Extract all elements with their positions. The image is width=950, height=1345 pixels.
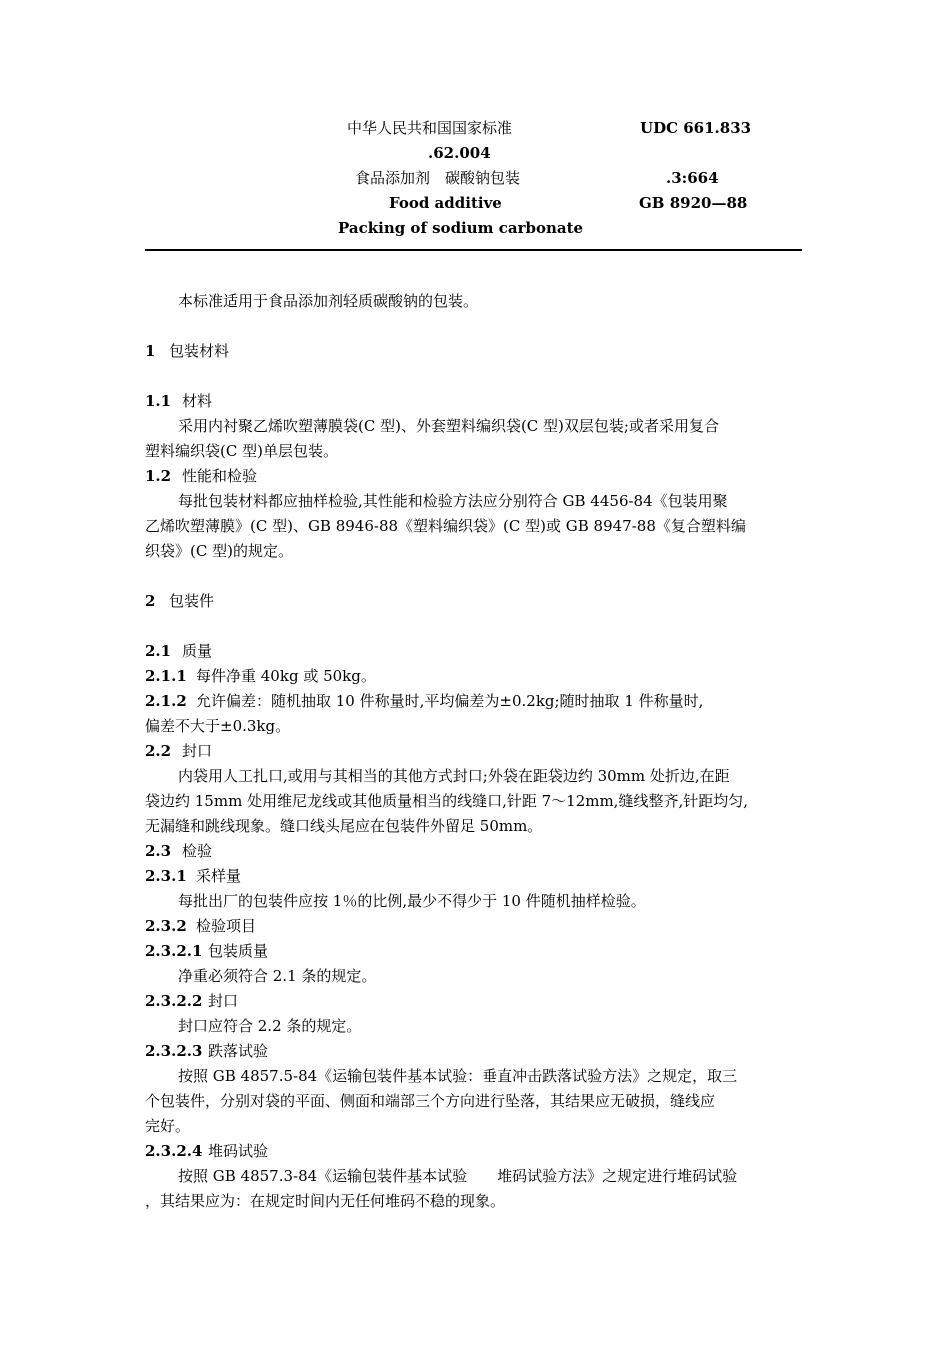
section-2-2-heading: 2.2 封口 <box>145 742 213 760</box>
section-1-1-body: 采用内衬聚乙烯吹塑薄膜袋(C 型)、外套塑料编织袋(C 型)双层包装;或者采用复合 塑料编织袋(C 型)单层包装。 <box>145 417 719 460</box>
standard-en-title-line1: Food additive <box>389 194 502 212</box>
header-rule <box>145 249 802 251</box>
section-2-heading: 2 包装件 <box>145 592 215 610</box>
section-2-3-1-body: 每批出厂的包装件应按 1％的比例,最少不得少于 10 件随机抽样检验。 <box>178 892 646 910</box>
section-2-1-2: 2.1.2 允许偏差：随机抽取 10 件称量时,平均偏差为±0.2kg;随时抽取 1 件称量时, 偏差不大于±0.3kg。 <box>145 692 704 735</box>
section-2-1-heading: 2.1 质量 <box>145 642 213 660</box>
standard-cn-title: 中华人民共和国国家标准 <box>347 119 513 137</box>
section-2-3-1-heading: 2.3.1 采样量 <box>145 867 242 885</box>
section-2-3-2-4-heading: 2.3.2.4 堆码试验 <box>145 1142 269 1160</box>
section-2-3-2-3-body: 按照 GB 4857.5-84《运输包装件基本试验：垂直冲击跌落试验方法》之规定，取三 个包装件，分别对袋的平面、侧面和端部三个方向进行坠落，其结果应无破损，缝线应 完好。 <box>145 1067 738 1135</box>
section-1-2-body: 每批包装材料都应抽样检验,其性能和检验方法应分别符合 GB 4456-84《包装用聚 乙烯吹塑薄膜》(C 型)、GB 8946-88《塑料编织袋》(C 型)或 GB 8947-88《复合塑料编 织袋》(C 型)的规定。 <box>145 492 746 560</box>
section-2-3-2-1-heading: 2.3.2.1 包装质量 <box>145 942 269 960</box>
section-2-3-2-1-body: 净重必须符合 2.1 条的规定。 <box>178 967 377 985</box>
udc-code-secondary: .3:664 <box>666 169 719 187</box>
section-1-1-heading: 1.1 材料 <box>145 392 213 410</box>
gb-number: GB 8920—88 <box>639 194 748 212</box>
section-2-1-1: 2.1.1 每件净重 40kg 或 50kg。 <box>145 667 376 685</box>
section-2-3-2-3-heading: 2.3.2.3 跌落试验 <box>145 1042 269 1060</box>
standard-en-title-line2: Packing of sodium carbonate <box>338 219 584 237</box>
section-1-2-heading: 1.2 性能和检验 <box>145 467 258 485</box>
section-1-heading: 1 包装材料 <box>145 342 230 360</box>
section-2-3-2-heading: 2.3.2 检验项目 <box>145 917 257 935</box>
scope-paragraph: 本标准适用于食品添加剂轻质碳酸钠的包装。 <box>178 292 479 310</box>
section-2-3-2-2-body: 封口应符合 2.2 条的规定。 <box>178 1017 362 1035</box>
section-2-3-heading: 2.3 检验 <box>145 842 213 860</box>
standard-cn-subject: 食品添加剂 碳酸钠包装 <box>355 169 521 187</box>
udc-code-continued: .62.004 <box>428 144 491 162</box>
section-2-3-2-2-heading: 2.3.2.2 封口 <box>145 992 239 1010</box>
udc-code: UDC 661.833 <box>640 119 752 137</box>
section-2-2-body: 内袋用人工扎口,或用与其相当的其他方式封口;外袋在距袋边约 30mm 处折边,在距 袋边约 15mm 处用维尼龙线或其他质量相当的线缝口,针距 7～12mm,缝线整齐,针距均匀, 无漏缝和跳线现象。缝口线头尾应在包装件外留足 50mm。 <box>145 767 748 835</box>
section-2-3-2-4-body: 按照 GB 4857.3-84《运输包装件基本试验 堆码试验方法》之规定进行堆码试验 ，其结果应为：在规定时间内无任何堆码不稳的现象。 <box>145 1167 738 1210</box>
